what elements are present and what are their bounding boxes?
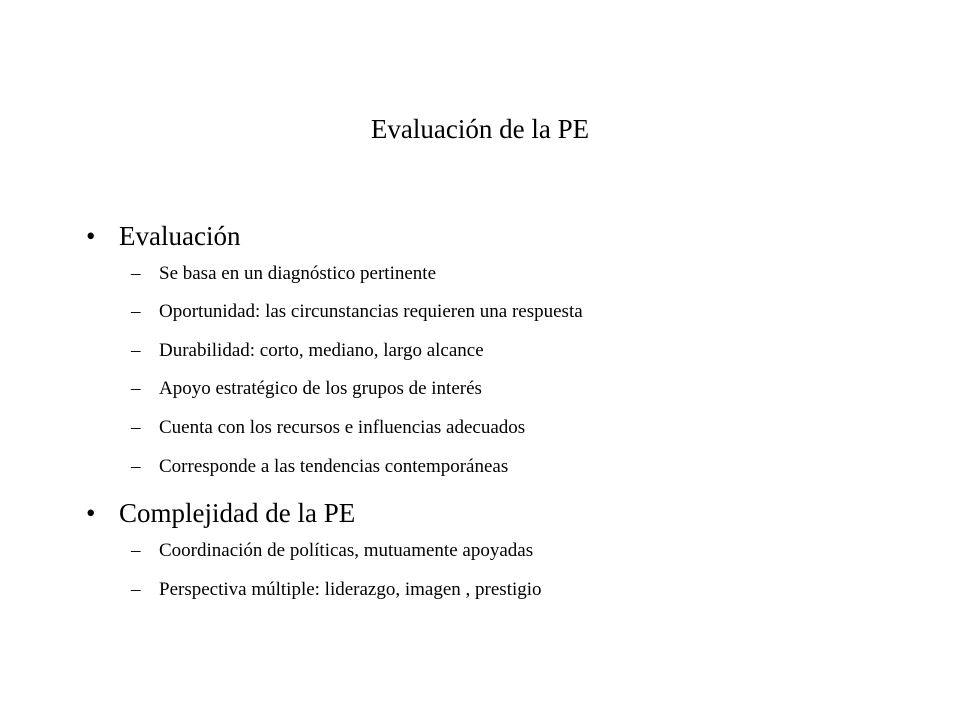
sub-item [131, 576, 542, 604]
bullet-text: Evaluación [119, 221, 241, 251]
dash-glyph: – [131, 263, 141, 284]
sub-item [131, 453, 508, 481]
bullet-text: Complejidad de la PE [119, 498, 356, 528]
sub-item [131, 298, 583, 326]
sub-item [131, 260, 436, 288]
sub-item [131, 414, 525, 442]
sub-item-text: Apoyo estratégico de los grupos de interés [159, 378, 482, 399]
bullet-complejidad [86, 493, 355, 533]
sub-item-text: Perspectiva múltiple: liderazgo, imagen , prestigio [159, 579, 542, 600]
sub-item-text: Coordinación de políticas, mutuamente apoyadas [159, 540, 534, 561]
dash-glyph: – [131, 456, 141, 477]
sub-item [131, 337, 484, 365]
bullet-evaluacion [86, 216, 240, 256]
sub-item-text: Se basa en un diagnóstico pertinente [159, 263, 437, 284]
sub-item [131, 375, 482, 403]
slide-title: Evaluación de la PE [370, 114, 590, 144]
dash-glyph: – [131, 340, 141, 361]
sub-item-text: Cuenta con los recursos e influencias adecuados [159, 417, 526, 438]
sub-item-text: Durabilidad: corto, mediano, largo alcance [159, 340, 484, 361]
dash-glyph: – [131, 417, 141, 438]
sub-item-text: Corresponde a las tendencias contemporáneas [159, 456, 509, 477]
sub-item [131, 537, 533, 565]
bullet-dot: • [86, 498, 96, 528]
bullet-dot: • [86, 221, 96, 251]
dash-glyph: – [131, 378, 141, 399]
dash-glyph: – [131, 540, 141, 561]
sub-item-text: Oportunidad: las circunstancias requieren una respuesta [159, 301, 583, 322]
dash-glyph: – [131, 579, 141, 600]
dash-glyph: – [131, 301, 141, 322]
